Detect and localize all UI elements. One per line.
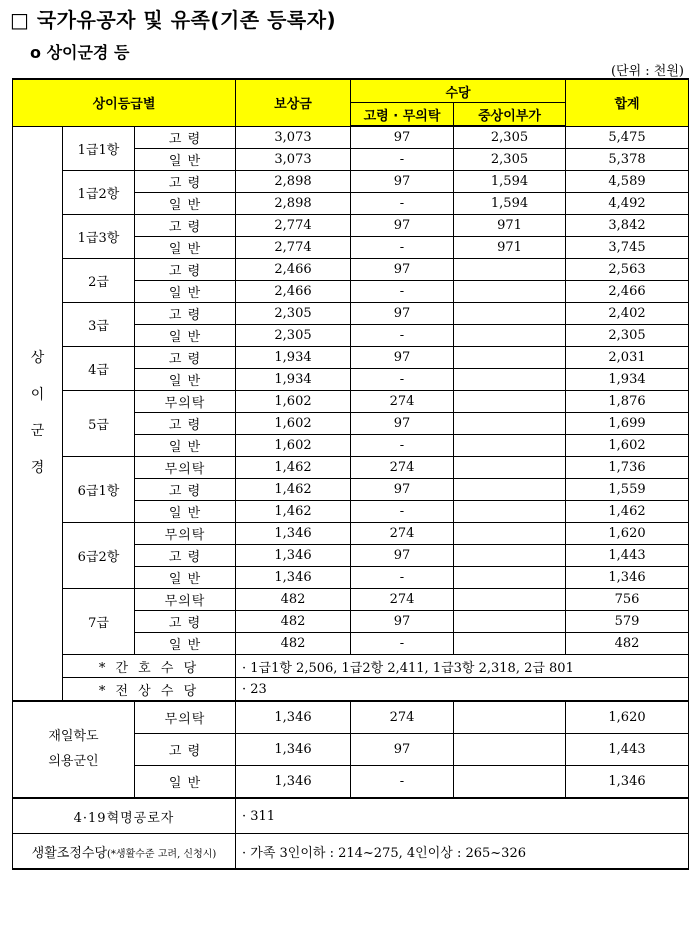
table-row bbox=[13, 303, 689, 325]
allowance-severe-cell bbox=[454, 325, 566, 347]
total-cell: 3,842 bbox=[566, 215, 689, 237]
allowance-elderly-cell: 97 bbox=[351, 126, 454, 149]
type-cell: 고 령 bbox=[135, 611, 236, 633]
compensation-cell: 1,602 bbox=[236, 391, 351, 413]
nursing-value: · 1급1항 2,506, 1급2항 2,411, 1급3항 2,318, 2급 801 bbox=[236, 655, 689, 678]
allowance-elderly-cell: 274 bbox=[351, 457, 454, 479]
header-category: 상이등급별 bbox=[13, 79, 236, 126]
allowance-elderly-cell: 97 bbox=[351, 347, 454, 369]
type-cell: 일 반 bbox=[135, 193, 236, 215]
page-title: □ 국가유공자 및 유족(기존 등록자) bbox=[10, 8, 337, 32]
total-cell: 1,620 bbox=[566, 701, 689, 734]
section-label-char: 군 bbox=[30, 423, 45, 440]
allowance-severe-cell bbox=[454, 567, 566, 589]
total-cell: 2,466 bbox=[566, 281, 689, 303]
type-cell: 고 령 bbox=[135, 215, 236, 237]
allowance-severe-cell: 2,305 bbox=[454, 149, 566, 171]
allowance-severe-cell bbox=[454, 734, 566, 766]
allowance-elderly-cell: - bbox=[351, 149, 454, 171]
compensation-cell: 3,073 bbox=[236, 126, 351, 149]
section-label-char: 이 bbox=[30, 386, 45, 403]
jaeil-label bbox=[13, 701, 135, 798]
allowance-elderly-cell: - bbox=[351, 567, 454, 589]
type-cell: 일 반 bbox=[135, 281, 236, 303]
total-cell: 1,443 bbox=[566, 734, 689, 766]
table-row bbox=[13, 589, 689, 611]
compensation-cell: 2,305 bbox=[236, 325, 351, 347]
grade-label: 2급 bbox=[63, 259, 135, 303]
warwound-value: · 23 bbox=[236, 678, 689, 702]
type-cell: 고 령 bbox=[135, 479, 236, 501]
total-cell: 2,305 bbox=[566, 325, 689, 347]
total-cell: 4,492 bbox=[566, 193, 689, 215]
total-cell: 2,031 bbox=[566, 347, 689, 369]
total-cell: 5,378 bbox=[566, 149, 689, 171]
living-label bbox=[13, 834, 236, 870]
type-cell: 고 령 bbox=[135, 734, 236, 766]
section-label bbox=[13, 126, 63, 701]
allowance-severe-cell: 1,594 bbox=[454, 171, 566, 193]
type-cell: 일 반 bbox=[135, 633, 236, 655]
type-cell: 일 반 bbox=[135, 237, 236, 259]
allowance-elderly-cell: 97 bbox=[351, 215, 454, 237]
total-cell: 1,602 bbox=[566, 435, 689, 457]
compensation-cell: 482 bbox=[236, 633, 351, 655]
compensation-cell: 2,466 bbox=[236, 259, 351, 281]
compensation-cell: 482 bbox=[236, 589, 351, 611]
type-cell: 일 반 bbox=[135, 369, 236, 391]
total-cell: 1,736 bbox=[566, 457, 689, 479]
allowance-severe-cell bbox=[454, 766, 566, 799]
compensation-cell: 1,462 bbox=[236, 501, 351, 523]
type-cell: 무의탁 bbox=[135, 457, 236, 479]
total-cell: 2,402 bbox=[566, 303, 689, 325]
allowance-severe-cell bbox=[454, 633, 566, 655]
compensation-cell: 1,934 bbox=[236, 347, 351, 369]
allowance-severe-cell bbox=[454, 611, 566, 633]
compensation-cell: 482 bbox=[236, 611, 351, 633]
grade-label: 1급2항 bbox=[63, 171, 135, 215]
total-cell: 579 bbox=[566, 611, 689, 633]
type-cell: 고 령 bbox=[135, 545, 236, 567]
total-cell: 482 bbox=[566, 633, 689, 655]
allowance-severe-cell bbox=[454, 303, 566, 325]
type-cell: 고 령 bbox=[135, 126, 236, 149]
compensation-cell: 1,346 bbox=[236, 766, 351, 799]
allowance-severe-cell bbox=[454, 259, 566, 281]
header-allowance-elderly: 고령 · 무의탁 bbox=[351, 103, 454, 127]
allowance-severe-cell bbox=[454, 413, 566, 435]
compensation-cell: 2,305 bbox=[236, 303, 351, 325]
total-cell: 1,559 bbox=[566, 479, 689, 501]
allowance-elderly-cell: 97 bbox=[351, 545, 454, 567]
section-label-char: 상 bbox=[30, 350, 45, 367]
table-row bbox=[13, 523, 689, 545]
grade-label: 6급2항 bbox=[63, 523, 135, 589]
allowance-severe-cell bbox=[454, 391, 566, 413]
allowance-elderly-cell: 274 bbox=[351, 391, 454, 413]
allowance-severe-cell bbox=[454, 347, 566, 369]
allowance-severe-cell bbox=[454, 457, 566, 479]
allowance-elderly-cell: 97 bbox=[351, 413, 454, 435]
jaeil-label-line: 의용군인 bbox=[48, 753, 99, 769]
compensation-cell: 2,898 bbox=[236, 171, 351, 193]
compensation-cell: 2,466 bbox=[236, 281, 351, 303]
total-cell: 1,443 bbox=[566, 545, 689, 567]
allowance-severe-cell bbox=[454, 523, 566, 545]
compensation-cell: 2,774 bbox=[236, 237, 351, 259]
type-cell: 무의탁 bbox=[135, 523, 236, 545]
allowance-elderly-cell: - bbox=[351, 193, 454, 215]
allowance-elderly-cell: 97 bbox=[351, 734, 454, 766]
compensation-cell: 2,898 bbox=[236, 193, 351, 215]
total-cell: 1,699 bbox=[566, 413, 689, 435]
allowance-severe-cell bbox=[454, 479, 566, 501]
allowance-severe-cell bbox=[454, 701, 566, 734]
allowance-elderly-cell: 274 bbox=[351, 523, 454, 545]
total-cell: 1,462 bbox=[566, 501, 689, 523]
allowance-severe-cell: 971 bbox=[454, 237, 566, 259]
allowance-elderly-cell: - bbox=[351, 237, 454, 259]
allowance-elderly-cell: - bbox=[351, 369, 454, 391]
total-cell: 1,934 bbox=[566, 369, 689, 391]
living-label-text: 생활조정수당 bbox=[31, 845, 108, 861]
compensation-cell: 1,346 bbox=[236, 545, 351, 567]
living-label-note: (*생활수준 고려, 신청시) bbox=[107, 848, 217, 860]
grade-label: 3급 bbox=[63, 303, 135, 347]
allowance-elderly-cell: 97 bbox=[351, 611, 454, 633]
nursing-label: * 간 호 수 당 bbox=[63, 655, 236, 678]
section-subtitle: o 상이군경 등 bbox=[30, 43, 130, 62]
allowance-severe-cell: 2,305 bbox=[454, 126, 566, 149]
compensation-cell: 1,462 bbox=[236, 457, 351, 479]
table-row bbox=[13, 259, 689, 281]
warwound-label: * 전 상 수 당 bbox=[63, 678, 236, 702]
compensation-cell: 1,346 bbox=[236, 701, 351, 734]
compensation-cell: 1,346 bbox=[236, 523, 351, 545]
grade-label: 6급1항 bbox=[63, 457, 135, 523]
type-cell: 무의탁 bbox=[135, 391, 236, 413]
allowance-severe-cell bbox=[454, 501, 566, 523]
allowance-elderly-cell: - bbox=[351, 325, 454, 347]
allowance-severe-cell: 971 bbox=[454, 215, 566, 237]
grade-label: 4급 bbox=[63, 347, 135, 391]
table-row bbox=[13, 347, 689, 369]
compensation-cell: 3,073 bbox=[236, 149, 351, 171]
type-cell: 일 반 bbox=[135, 766, 236, 799]
compensation-cell: 2,774 bbox=[236, 215, 351, 237]
type-cell: 일 반 bbox=[135, 567, 236, 589]
living-value: · 가족 3인이하 : 214~275, 4인이상 : 265~326 bbox=[236, 834, 689, 870]
allowance-severe-cell bbox=[454, 435, 566, 457]
table-row bbox=[13, 126, 689, 149]
type-cell: 고 령 bbox=[135, 347, 236, 369]
total-cell: 2,563 bbox=[566, 259, 689, 281]
total-cell: 1,620 bbox=[566, 523, 689, 545]
allowance-severe-cell bbox=[454, 589, 566, 611]
table-row bbox=[13, 391, 689, 413]
grade-label: 5급 bbox=[63, 391, 135, 457]
table-row bbox=[13, 171, 689, 193]
table-row bbox=[13, 457, 689, 479]
allowance-elderly-cell: 274 bbox=[351, 589, 454, 611]
total-cell: 5,475 bbox=[566, 126, 689, 149]
total-cell: 4,589 bbox=[566, 171, 689, 193]
compensation-cell: 1,934 bbox=[236, 369, 351, 391]
total-cell: 756 bbox=[566, 589, 689, 611]
header-allowance-severe: 중상이부가 bbox=[454, 103, 566, 127]
allowance-elderly-cell: - bbox=[351, 501, 454, 523]
allowance-elderly-cell: - bbox=[351, 766, 454, 799]
compensation-cell: 1,602 bbox=[236, 413, 351, 435]
total-cell: 1,876 bbox=[566, 391, 689, 413]
type-cell: 무의탁 bbox=[135, 589, 236, 611]
grade-label: 1급1항 bbox=[63, 126, 135, 171]
allowance-elderly-cell: - bbox=[351, 435, 454, 457]
table-row bbox=[13, 215, 689, 237]
type-cell: 고 령 bbox=[135, 171, 236, 193]
total-cell: 1,346 bbox=[566, 567, 689, 589]
type-cell: 일 반 bbox=[135, 325, 236, 347]
unit-label: (단위 : 천원) bbox=[610, 64, 684, 79]
type-cell: 고 령 bbox=[135, 303, 236, 325]
compensation-table bbox=[12, 78, 689, 870]
total-cell: 1,346 bbox=[566, 766, 689, 799]
compensation-cell: 1,602 bbox=[236, 435, 351, 457]
revolution-label: 4·19혁명공로자 bbox=[13, 798, 236, 834]
compensation-cell: 1,346 bbox=[236, 567, 351, 589]
compensation-cell: 1,462 bbox=[236, 479, 351, 501]
allowance-severe-cell bbox=[454, 545, 566, 567]
total-cell: 3,745 bbox=[566, 237, 689, 259]
allowance-elderly-cell: 274 bbox=[351, 701, 454, 734]
compensation-cell: 1,346 bbox=[236, 734, 351, 766]
allowance-severe-cell bbox=[454, 281, 566, 303]
allowance-elderly-cell: 97 bbox=[351, 259, 454, 281]
allowance-severe-cell bbox=[454, 369, 566, 391]
type-cell: 고 령 bbox=[135, 259, 236, 281]
grade-label: 1급3항 bbox=[63, 215, 135, 259]
revolution-value: · 311 bbox=[236, 798, 689, 834]
allowance-elderly-cell: 97 bbox=[351, 303, 454, 325]
type-cell: 일 반 bbox=[135, 435, 236, 457]
type-cell: 일 반 bbox=[135, 149, 236, 171]
type-cell: 고 령 bbox=[135, 413, 236, 435]
grade-label: 7급 bbox=[63, 589, 135, 655]
allowance-elderly-cell: 97 bbox=[351, 479, 454, 501]
allowance-elderly-cell: 97 bbox=[351, 171, 454, 193]
type-cell: 일 반 bbox=[135, 501, 236, 523]
header-compensation: 보상금 bbox=[236, 79, 351, 126]
section-label-char: 경 bbox=[30, 459, 45, 476]
header-allowance: 수당 bbox=[351, 79, 566, 103]
jaeil-label-line: 재일학도 bbox=[48, 728, 99, 744]
header-total: 합계 bbox=[566, 79, 689, 126]
allowance-elderly-cell: - bbox=[351, 281, 454, 303]
allowance-severe-cell: 1,594 bbox=[454, 193, 566, 215]
type-cell: 무의탁 bbox=[135, 701, 236, 734]
allowance-elderly-cell: - bbox=[351, 633, 454, 655]
